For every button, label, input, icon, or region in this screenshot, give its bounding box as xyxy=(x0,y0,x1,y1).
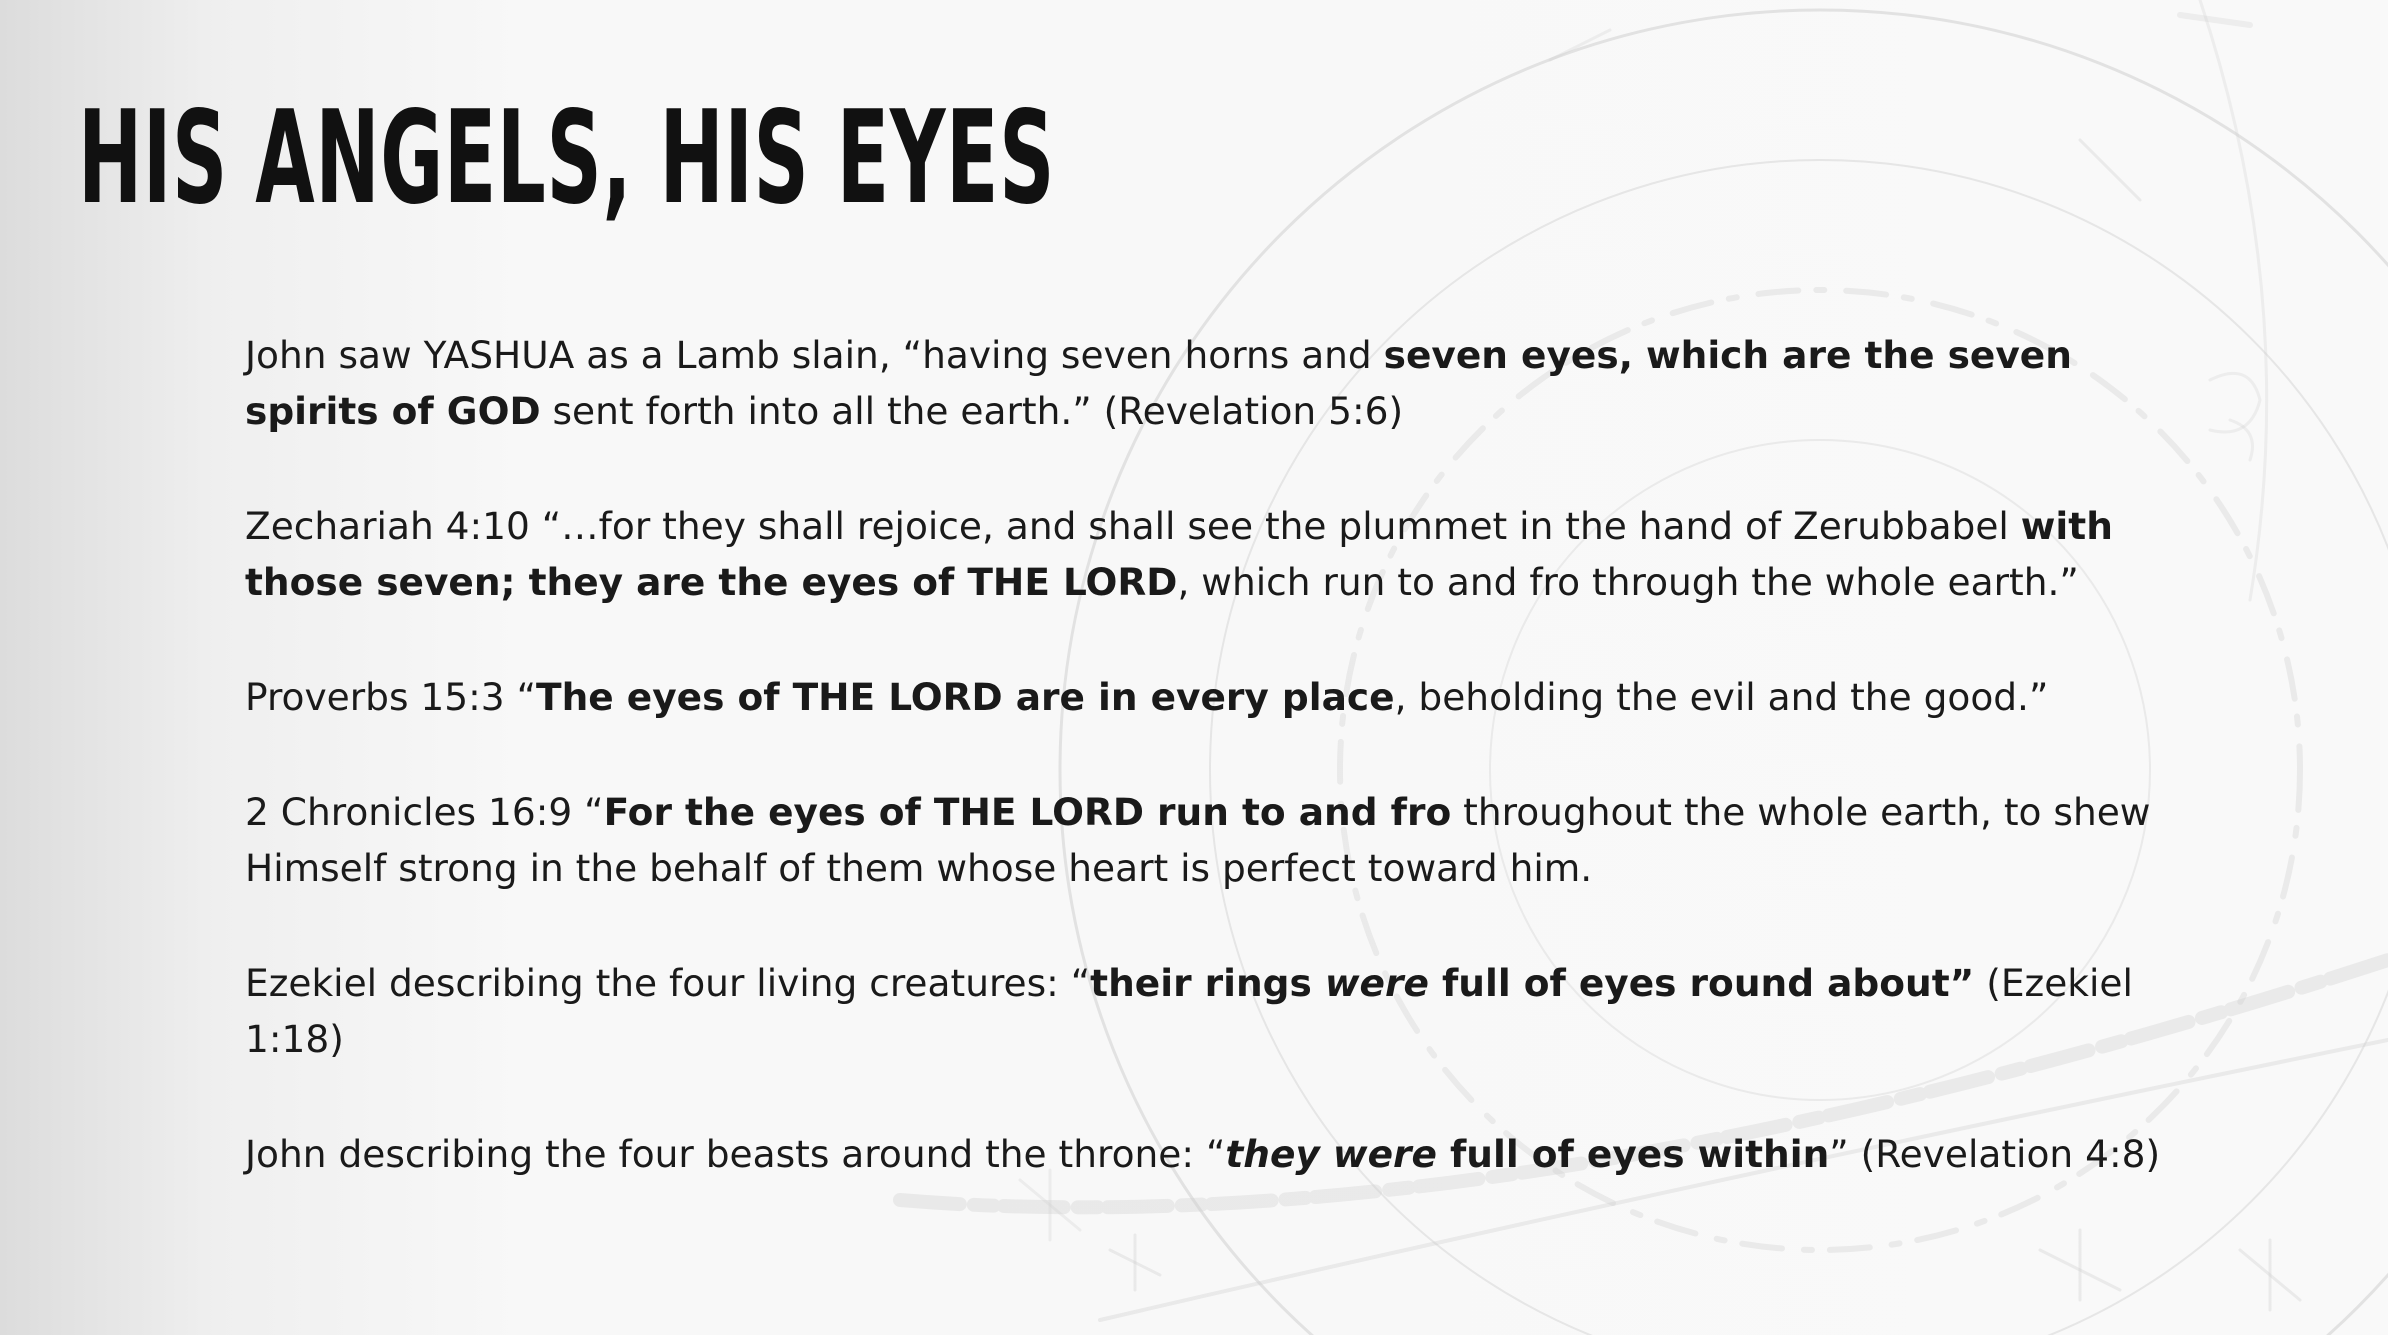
paragraph-revelation-4-8 xyxy=(245,1126,2205,1182)
text-run: Zechariah 4:10 “…for they shall rejoice, and shall see the plummet in the hand of Zerubbabel xyxy=(245,504,2021,548)
text-run: throughout the whole earth, to shew Himself strong in the behalf of them whose heart is perfect toward him. xyxy=(245,790,2151,890)
bold-text-run: with those seven; they are the eyes of THE LORD xyxy=(245,504,2113,604)
text-run: John saw YASHUA as a Lamb slain, “having seven horns and xyxy=(245,333,1384,377)
slide-title: HIS ANGELS, HIS EYES xyxy=(78,84,1056,233)
text-run: ” (Revelation 4:8) xyxy=(1829,1132,2161,1176)
bold-text-run: The eyes of THE LORD are in every place xyxy=(536,675,1395,719)
paragraph-proverbs-15-3 xyxy=(245,669,2205,725)
bold-text-run: full of eyes within xyxy=(1436,1132,1830,1176)
bold-italic-text-run: were xyxy=(1324,961,1429,1005)
bold-text-run: For the eyes of THE LORD run to and fro xyxy=(603,790,1452,834)
bold-text-run: seven eyes, which are the seven spirits of GOD xyxy=(245,333,2072,433)
bold-text-run: their rings xyxy=(1090,961,1325,1005)
paragraph-2-chronicles-16-9 xyxy=(245,784,2205,896)
text-run: , which run to and fro through the whole earth.” xyxy=(1177,560,2079,604)
bold-italic-text-run: they were xyxy=(1225,1132,1437,1176)
text-run: (Ezekiel 1:18) xyxy=(245,961,2133,1061)
slide-body xyxy=(245,327,2205,1182)
text-run: John describing the four beasts around the throne: “ xyxy=(245,1132,1226,1176)
paragraph-ezekiel-1-18 xyxy=(245,955,2205,1067)
text-run: , beholding the evil and the good.” xyxy=(1394,675,2049,719)
text-run: Proverbs 15:3 “ xyxy=(245,675,536,719)
bold-text-run: full of eyes round about” xyxy=(1428,961,1975,1005)
text-run: Ezekiel describing the four living creatures: “ xyxy=(245,961,1091,1005)
paragraph-revelation-5-6 xyxy=(245,327,2205,439)
text-run: sent forth into all the earth.” (Revelation 5:6) xyxy=(540,389,1404,433)
text-run: 2 Chronicles 16:9 “ xyxy=(245,790,604,834)
paragraph-zechariah-4-10 xyxy=(245,498,2205,610)
